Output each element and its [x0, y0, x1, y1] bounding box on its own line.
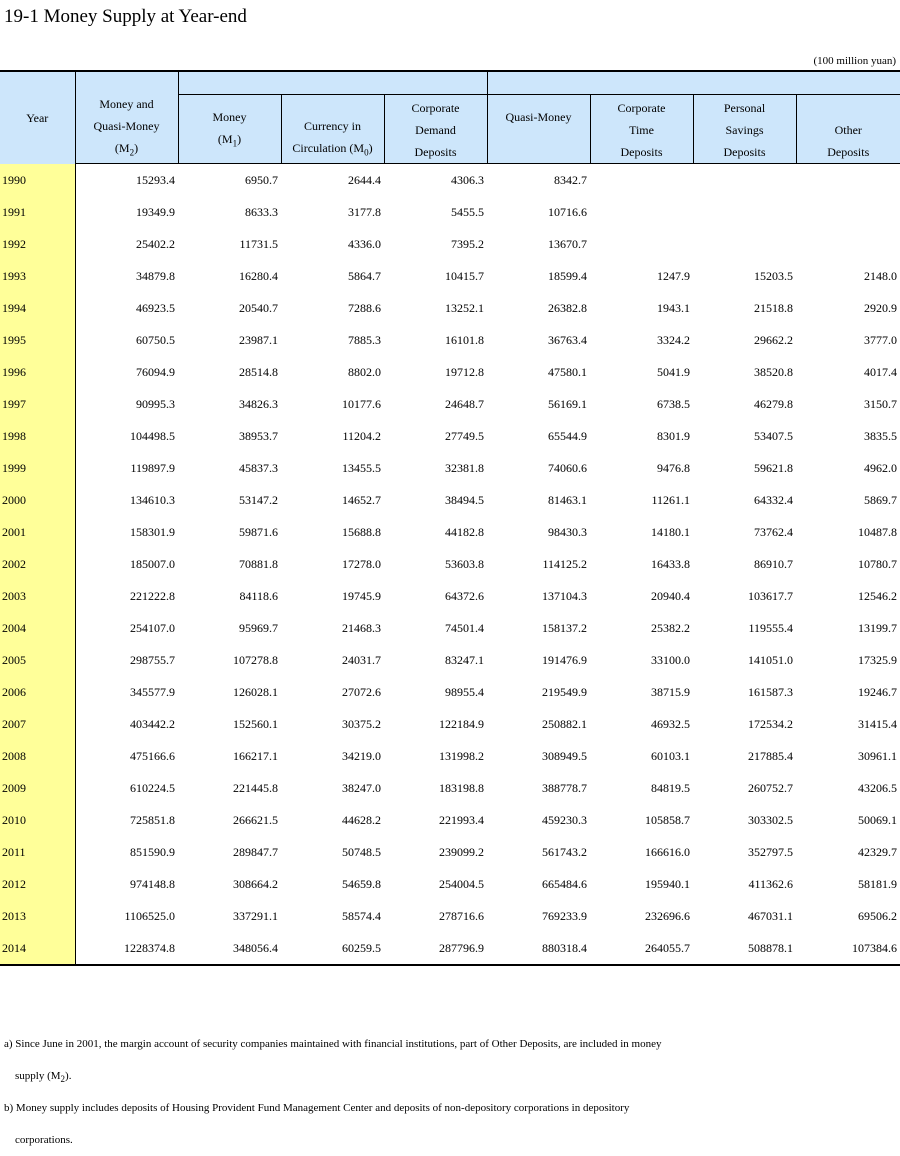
header-m2-line2: Quasi-Money [93, 119, 160, 133]
header-ctd [590, 94, 693, 164]
value-cell: 24648.7 [445, 396, 485, 411]
value-cell: 17325.9 [858, 652, 898, 667]
value-cell: 11731.5 [239, 236, 278, 251]
value-cell: 10716.6 [548, 204, 588, 219]
value-cell: 7885.3 [348, 332, 381, 347]
value-cell: 221222.8 [130, 588, 175, 603]
value-cell: 298755.7 [130, 652, 175, 667]
value-cell: 122184.9 [439, 716, 485, 731]
header-m0 [281, 94, 384, 164]
value-cell: 6950.7 [245, 172, 278, 187]
value-cell: 119555.4 [748, 620, 794, 635]
year-cell: 2004 [0, 612, 75, 644]
value-cell: 158301.9 [130, 524, 175, 539]
table-row [0, 548, 900, 580]
year-cell: 2003 [0, 580, 75, 612]
value-cell [796, 196, 900, 228]
year-cell: 1992 [0, 228, 75, 260]
value-cell: 46923.5 [136, 300, 175, 315]
value-cell: 38520.8 [754, 364, 794, 379]
value-cell: 388778.7 [542, 780, 588, 795]
footnote-b-line2: corporations. [15, 1134, 73, 1146]
value-cell: 5864.7 [348, 268, 381, 283]
value-cell: 8301.9 [657, 428, 691, 443]
value-cell: 508878.1 [693, 932, 796, 965]
value-cell: 219549.9 [542, 684, 588, 699]
year-cell: 2008 [0, 740, 75, 772]
value-cell: 44628.2 [342, 812, 381, 827]
value-cell: 289847.7 [233, 844, 278, 859]
value-cell: 260752.7 [748, 780, 794, 795]
value-cell [693, 164, 796, 197]
value-cell: 610224.5 [130, 780, 175, 795]
table-row [0, 836, 900, 868]
table-row [0, 452, 900, 484]
value-cell: 3177.8 [348, 204, 381, 219]
table-row [0, 612, 900, 644]
table-row [0, 868, 900, 900]
value-cell: 60750.5 [136, 332, 175, 347]
header-ctd-line2: Time [629, 123, 654, 138]
value-cell: 11261.1 [651, 492, 691, 507]
value-cell: 105858.7 [645, 812, 691, 827]
header-year [0, 71, 75, 164]
value-cell: 25382.2 [651, 620, 691, 635]
value-cell: 1106525.0 [124, 908, 175, 923]
value-cell: 308664.2 [233, 876, 278, 891]
value-cell: 53407.5 [754, 428, 794, 443]
table-row [0, 676, 900, 708]
value-cell: 43206.5 [858, 780, 898, 795]
value-cell: 69506.2 [858, 908, 898, 923]
value-cell: 14652.7 [342, 492, 381, 507]
value-cell: 266621.5 [233, 812, 278, 827]
header-year-label: Year [26, 110, 49, 125]
value-cell: 1247.9 [657, 268, 691, 283]
year-cell: 2000 [0, 484, 75, 516]
value-cell: 217885.4 [748, 748, 794, 763]
value-cell: 152560.1 [233, 716, 278, 731]
value-cell: 83247.1 [445, 652, 485, 667]
value-cell: 70881.8 [239, 556, 278, 571]
value-cell: 98430.3 [548, 524, 588, 539]
value-cell: 16433.8 [651, 556, 691, 571]
footnote-a-line1: a) Since June in 2001, the margin account of security companies maintained with financial institutions, part of Other Deposits, are included in money [4, 1038, 662, 1050]
table-row [0, 356, 900, 388]
header-m1 [178, 94, 281, 164]
table-row [0, 228, 900, 260]
header-m2 [75, 71, 178, 164]
value-cell: 4017.4 [864, 364, 898, 379]
value-cell: 12546.2 [858, 588, 898, 603]
year-cell: 1999 [0, 452, 75, 484]
value-cell: 131998.2 [439, 748, 485, 763]
year-cell: 2010 [0, 804, 75, 836]
value-cell: 308949.5 [542, 748, 588, 763]
value-cell [796, 164, 900, 197]
value-cell: 3324.2 [657, 332, 691, 347]
value-cell: 20940.4 [651, 588, 691, 603]
value-cell: 250882.1 [542, 716, 588, 731]
value-cell: 98955.4 [445, 684, 485, 699]
value-cell: 221993.4 [439, 812, 485, 827]
value-cell: 166217.1 [233, 748, 278, 763]
value-cell: 10415.7 [445, 268, 485, 283]
table-row [0, 644, 900, 676]
value-cell: 95969.7 [239, 620, 278, 635]
value-cell: 34826.3 [239, 396, 278, 411]
value-cell: 166616.0 [645, 844, 691, 859]
value-cell: 7288.6 [348, 300, 381, 315]
value-cell: 18599.4 [548, 268, 588, 283]
year-cell: 1990 [0, 164, 75, 197]
value-cell: 60103.1 [651, 748, 691, 763]
value-cell: 9476.8 [657, 460, 691, 475]
header-m0-line2: Circulation $(M_0)$ [292, 141, 373, 158]
value-cell: 84118.6 [239, 588, 278, 603]
value-cell: 50748.5 [342, 844, 381, 859]
value-cell: 459230.3 [542, 812, 588, 827]
value-cell: 119897.9 [130, 460, 175, 475]
value-cell: 191476.9 [542, 652, 588, 667]
value-cell: 56169.1 [548, 396, 588, 411]
table-row [0, 292, 900, 324]
value-cell: 65544.9 [548, 428, 588, 443]
header-quasi-group [487, 71, 900, 94]
value-cell: 60259.5 [281, 932, 384, 965]
value-cell: 475166.6 [130, 748, 175, 763]
value-cell: 561743.2 [542, 844, 588, 859]
header-m1-line2: $(M_1)$ [217, 131, 242, 148]
table-row [0, 516, 900, 548]
year-cell: 1996 [0, 356, 75, 388]
table-row [0, 580, 900, 612]
value-cell: 8802.0 [348, 364, 381, 379]
value-cell: 59621.8 [754, 460, 794, 475]
value-cell: 19349.9 [136, 204, 175, 219]
value-cell: 74060.6 [548, 460, 588, 475]
value-cell: 36763.4 [548, 332, 588, 347]
value-cell: 2920.9 [864, 300, 898, 315]
header-ctd-line1: Corporate [617, 101, 666, 116]
value-cell: 337291.1 [233, 908, 278, 923]
header-ctd-line3: Deposits [620, 145, 663, 160]
table-row [0, 804, 900, 836]
year-cell: 2009 [0, 772, 75, 804]
value-cell: 50069.1 [858, 812, 898, 827]
value-cell: 21468.3 [342, 620, 381, 635]
value-cell: 264055.7 [590, 932, 693, 965]
value-cell: 103617.7 [748, 588, 794, 603]
value-cell: 278716.6 [439, 908, 485, 923]
year-cell: 1995 [0, 324, 75, 356]
value-cell: 26382.8 [548, 300, 588, 315]
value-cell: 24031.7 [342, 652, 381, 667]
value-cell: 352797.5 [748, 844, 794, 859]
table-row [0, 900, 900, 932]
value-cell: 974148.8 [130, 876, 175, 891]
value-cell: 15203.5 [754, 268, 794, 283]
value-cell: 114125.2 [542, 556, 588, 571]
value-cell: 172534.2 [748, 716, 794, 731]
value-cell: 107278.8 [233, 652, 278, 667]
header-m2-line3: $(M_2)$ [114, 141, 139, 158]
value-cell: 23987.1 [239, 332, 278, 347]
value-cell: 15293.4 [136, 172, 175, 187]
value-cell: 13252.1 [445, 300, 485, 315]
value-cell: 27749.5 [445, 428, 485, 443]
year-cell: 1998 [0, 420, 75, 452]
value-cell: 64372.6 [445, 588, 485, 603]
value-cell: 4962.0 [864, 460, 898, 475]
value-cell: 345577.9 [130, 684, 175, 699]
header-psd-line1: Personal [723, 101, 766, 116]
value-cell: 31415.4 [858, 716, 898, 731]
value-cell: 161587.3 [748, 684, 794, 699]
value-cell: 34879.8 [136, 268, 175, 283]
value-cell: 81463.1 [548, 492, 588, 507]
table-row [0, 388, 900, 420]
value-cell: 33100.0 [651, 652, 691, 667]
value-cell: 6738.5 [657, 396, 691, 411]
header-psd-line2: Savings [725, 123, 764, 138]
table-row [0, 324, 900, 356]
value-cell: 8633.3 [245, 204, 278, 219]
table-row [0, 772, 900, 804]
value-cell [590, 228, 693, 260]
value-cell [590, 164, 693, 197]
value-cell: 19712.8 [445, 364, 485, 379]
year-cell: 2002 [0, 548, 75, 580]
year-cell: 2013 [0, 900, 75, 932]
value-cell: 725851.8 [130, 812, 175, 827]
value-cell: 3150.7 [864, 396, 898, 411]
header-quasi [487, 94, 590, 164]
value-cell [693, 228, 796, 260]
value-cell: 2148.0 [864, 268, 898, 283]
value-cell: 10780.7 [858, 556, 898, 571]
value-cell: 467031.1 [748, 908, 794, 923]
value-cell: 303302.5 [748, 812, 794, 827]
value-cell: 7395.2 [451, 236, 485, 251]
value-cell: 74501.4 [445, 620, 485, 635]
value-cell: 141051.0 [748, 652, 794, 667]
table-row [0, 932, 900, 965]
value-cell: 44182.8 [445, 524, 485, 539]
footnote-a-line2: supply $(M_2)$. [15, 1070, 72, 1085]
value-cell: 34219.0 [342, 748, 381, 763]
year-cell: 2014 [0, 932, 75, 965]
value-cell: 221445.8 [233, 780, 278, 795]
header-quasi-label: Quasi-Money [505, 109, 572, 124]
value-cell: 16280.4 [239, 268, 278, 283]
value-cell: 27072.6 [342, 684, 381, 699]
value-cell: 20540.7 [239, 300, 278, 315]
table-row [0, 740, 900, 772]
unit-label: (100 million yuan) [813, 55, 896, 67]
value-cell: 1943.1 [657, 300, 691, 315]
value-cell: 10487.8 [858, 524, 898, 539]
value-cell [693, 196, 796, 228]
value-cell: 16101.8 [445, 332, 485, 347]
value-cell: 38715.9 [651, 684, 691, 699]
header-cdd-line3: Deposits [414, 145, 457, 160]
value-cell: 769233.9 [542, 908, 588, 923]
table-body [0, 164, 900, 966]
value-cell: 64332.4 [754, 492, 794, 507]
year-cell: 1994 [0, 292, 75, 324]
year-cell: 1997 [0, 388, 75, 420]
header-cdd [384, 94, 487, 164]
table-row [0, 708, 900, 740]
value-cell: 46279.8 [754, 396, 794, 411]
year-cell: 2012 [0, 868, 75, 900]
value-cell: 19246.7 [858, 684, 898, 699]
table-row [0, 196, 900, 228]
value-cell: 13670.7 [548, 236, 588, 251]
year-cell: 2011 [0, 836, 75, 868]
value-cell: 38247.0 [342, 780, 381, 795]
year-cell: 2007 [0, 708, 75, 740]
value-cell: 19745.9 [342, 588, 381, 603]
value-cell: 5455.5 [451, 204, 485, 219]
value-cell: 185007.0 [130, 556, 175, 571]
table-row [0, 484, 900, 516]
footnote-b-line1: b) Money supply includes deposits of Housing Provident Fund Management Center and deposits of non-depository corporations in depository [4, 1102, 630, 1114]
value-cell: 158137.2 [542, 620, 588, 635]
header-od-line2: Deposits [827, 145, 870, 160]
value-cell: 10177.6 [342, 396, 381, 411]
value-cell: 17278.0 [342, 556, 381, 571]
value-cell: 38953.7 [239, 428, 278, 443]
table-row [0, 260, 900, 292]
value-cell [796, 228, 900, 260]
value-cell: 11204.2 [342, 428, 381, 443]
value-cell: 665484.6 [542, 876, 588, 891]
value-cell: 126028.1 [233, 684, 278, 699]
value-cell: 5041.9 [657, 364, 691, 379]
value-cell: 104498.5 [130, 428, 175, 443]
value-cell: 14180.1 [651, 524, 691, 539]
value-cell: 4306.3 [451, 172, 485, 187]
value-cell: 30375.2 [342, 716, 381, 731]
value-cell: 8342.7 [554, 172, 588, 187]
value-cell: 2644.4 [348, 172, 381, 187]
value-cell: 25402.2 [136, 236, 175, 251]
year-cell: 2001 [0, 516, 75, 548]
value-cell: 29662.2 [754, 332, 794, 347]
value-cell: 232696.6 [645, 908, 691, 923]
value-cell: 38494.5 [445, 492, 485, 507]
value-cell: 403442.2 [130, 716, 175, 731]
value-cell: 42329.7 [858, 844, 898, 859]
value-cell: 58181.9 [858, 876, 898, 891]
value-cell: 107384.6 [796, 932, 900, 965]
header-psd-line3: Deposits [723, 145, 766, 160]
header-m1-group [178, 71, 487, 94]
value-cell: 137104.3 [542, 588, 588, 603]
value-cell: 3835.5 [864, 428, 898, 443]
value-cell: 30961.1 [858, 748, 898, 763]
header-psd [693, 94, 796, 164]
value-cell: 13455.5 [342, 460, 381, 475]
value-cell: 239099.2 [439, 844, 485, 859]
page-title: 19-1 Money Supply at Year-end [4, 6, 247, 27]
value-cell: 1228374.8 [75, 932, 178, 965]
value-cell: 32381.8 [445, 460, 485, 475]
value-cell: 53603.8 [445, 556, 485, 571]
value-cell: 348056.4 [178, 932, 281, 965]
value-cell: 15688.8 [342, 524, 381, 539]
header-m1-line1: Money [212, 109, 247, 124]
value-cell: 287796.9 [384, 932, 487, 965]
year-cell: 1993 [0, 260, 75, 292]
value-cell: 47580.1 [548, 364, 588, 379]
value-cell: 5869.7 [864, 492, 898, 507]
value-cell: 134610.3 [130, 492, 175, 507]
value-cell: 28514.8 [239, 364, 278, 379]
header-od [796, 94, 900, 164]
value-cell: 84819.5 [651, 780, 691, 795]
header-cdd-line2: Demand [415, 123, 456, 138]
value-cell: 880318.4 [487, 932, 590, 965]
table-row [0, 420, 900, 452]
year-cell: 1991 [0, 196, 75, 228]
money-supply-table [0, 70, 900, 966]
value-cell: 254004.5 [439, 876, 485, 891]
value-cell: 73762.4 [754, 524, 794, 539]
value-cell: 183198.8 [439, 780, 485, 795]
value-cell: 58574.4 [342, 908, 381, 923]
value-cell: 45837.3 [239, 460, 278, 475]
value-cell: 21518.8 [754, 300, 794, 315]
value-cell: 4336.0 [348, 236, 381, 251]
header-m2-line1: Money and [99, 97, 154, 111]
value-cell: 411362.6 [748, 876, 794, 891]
value-cell: 195940.1 [645, 876, 691, 891]
value-cell: 254107.0 [130, 620, 175, 635]
value-cell [590, 196, 693, 228]
value-cell: 13199.7 [858, 620, 898, 635]
value-cell: 54659.8 [342, 876, 381, 891]
year-cell: 2005 [0, 644, 75, 676]
value-cell: 90995.3 [136, 396, 175, 411]
value-cell: 851590.9 [130, 844, 175, 859]
header-od-line1: Other [834, 123, 862, 138]
value-cell: 76094.9 [136, 364, 175, 379]
year-cell: 2006 [0, 676, 75, 708]
value-cell: 53147.2 [239, 492, 278, 507]
value-cell: 86910.7 [754, 556, 794, 571]
value-cell: 46932.5 [651, 716, 691, 731]
header-cdd-line1: Corporate [411, 101, 460, 116]
table-row [0, 164, 900, 197]
value-cell: 3777.0 [864, 332, 898, 347]
header-m0-line1: Currency in [304, 119, 361, 133]
value-cell: 59871.6 [239, 524, 278, 539]
